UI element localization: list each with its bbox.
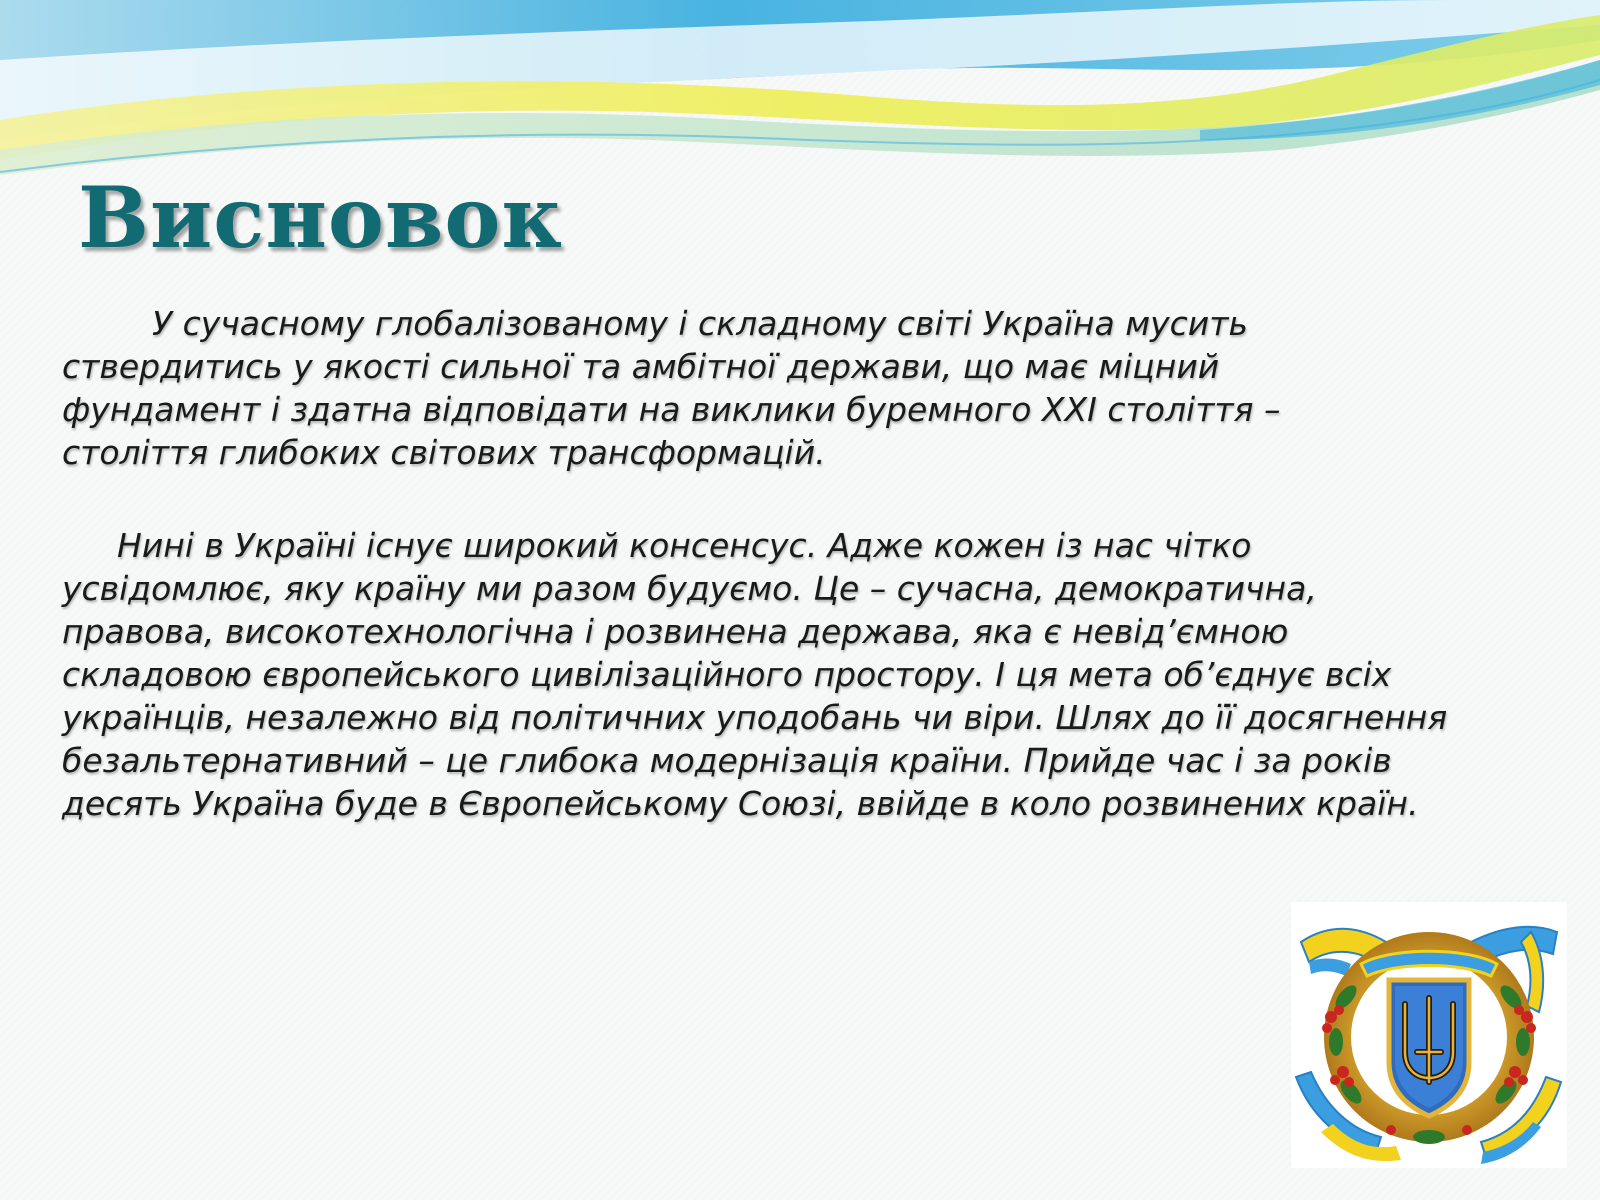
paragraph-2-line: усвідомлює, яку країну ми разом будуємо. Це – сучасна, демократична,: [62, 569, 1317, 608]
paragraph-2-line: безальтернативний – це глибока модернізація країни. Прийде час і за років: [62, 741, 1392, 780]
paragraph-2-line: Нині в Україні існує широкий консенсус. Адже кожен із нас чітко: [117, 526, 1252, 565]
ukraine-coat-of-arms-icon: [1291, 902, 1567, 1168]
paragraph-2-line: правова, високотехнологічна і розвинена держава, яка є невід’ємною: [62, 612, 1289, 651]
paragraph-2-line: складовою європейського цивілізаційного простору. І ця мета об’єднує всіх: [62, 655, 1392, 694]
paragraph-1-line: століття глибоких світових трансформацій.: [62, 433, 826, 472]
slide-title: Висновок: [78, 168, 564, 267]
paragraph-1-line: фундамент і здатна відповідати на виклики буремного ХХІ століття –: [62, 390, 1281, 429]
paragraph-2-line: українців, незалежно від політичних уподобань чи віри. Шлях до її досягнення: [62, 698, 1448, 737]
paragraph-2: [62, 524, 1552, 825]
paragraph-2-line: десять Україна буде в Європейському Союзі, ввійде в коло розвинених країн.: [62, 784, 1419, 823]
paragraph-1-line: У сучасному глобалізованому і складному світі Україна мусить: [152, 304, 1248, 343]
paragraph-1: [62, 302, 1552, 474]
slide-body: [62, 302, 1552, 825]
paragraph-1-line: ствердитись у якості сильної та амбітної держави, що має міцний: [62, 347, 1220, 386]
